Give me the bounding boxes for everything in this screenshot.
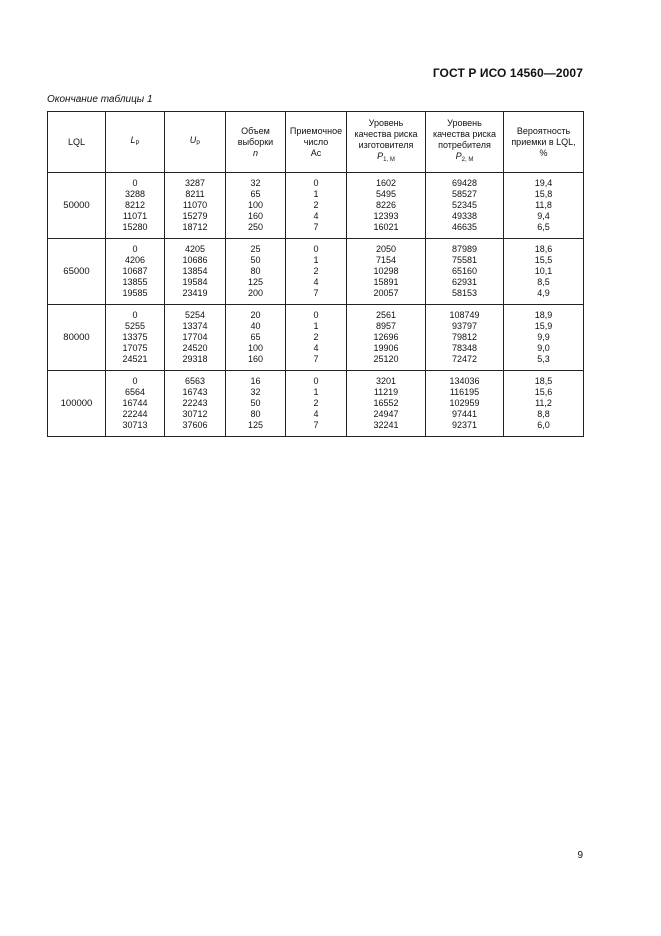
consumer-risk-cell	[426, 239, 504, 305]
acceptance-probability-value: 8,5	[537, 276, 550, 287]
sample-size-value: 16	[250, 376, 261, 387]
sample-size-value: 250	[247, 221, 264, 232]
consumer-risk-value: 69428	[451, 178, 478, 189]
sample-size-value: 100	[247, 200, 264, 211]
producer-risk-value: 11219	[373, 387, 399, 398]
sample-size-value: 50	[250, 398, 261, 409]
acceptance-probability-value: 15,5	[534, 255, 553, 266]
acceptance-number-value: 1	[313, 321, 319, 332]
up-value: 6563	[184, 376, 206, 387]
up-value: 37606	[182, 419, 208, 430]
consumer-risk-value: 93797	[451, 321, 478, 332]
col-header-acceptance-probability: Вероятность приемки в LQL, %	[504, 112, 584, 173]
producer-risk-value: 16021	[373, 221, 399, 232]
producer-risk-value: 5495	[375, 189, 397, 200]
acceptance-number-value: 4	[313, 210, 319, 221]
up-value: 22243	[182, 398, 208, 409]
consumer-risk-value: 78348	[451, 342, 478, 353]
lp-value: 0	[132, 244, 138, 255]
consumer-risk-value: 108749	[449, 310, 480, 321]
acceptance-number-value: 1	[313, 255, 319, 266]
acceptance-probability-cell	[504, 239, 584, 305]
col-header-producer-risk: Уровень качества риска изготовителя $P_{1, M}$	[347, 112, 426, 173]
producer-risk-value: 2050	[375, 244, 397, 255]
consumer-risk-cell	[426, 173, 504, 239]
up-value: 29318	[182, 353, 208, 364]
acceptance-number-value: 4	[313, 342, 319, 353]
data-table	[47, 111, 584, 437]
acceptance-probability-value: 18,9	[534, 310, 553, 321]
acceptance-number-cell	[286, 305, 347, 371]
sample-size-value: 50	[250, 255, 261, 266]
acceptance-number-value: 4	[313, 408, 319, 419]
acceptance-number-value: 4	[313, 276, 319, 287]
producer-risk-value: 20057	[373, 287, 399, 298]
consumer-risk-cell	[426, 305, 504, 371]
col-header-acceptance-number: Приемочное число Ac	[286, 112, 347, 173]
up-value: 18712	[182, 221, 208, 232]
table-body	[48, 173, 584, 437]
consumer-risk-value: 46635	[451, 221, 478, 232]
up-value: 30712	[182, 408, 208, 419]
up-cell	[165, 371, 226, 437]
producer-risk-value: 12696	[373, 332, 399, 343]
consumer-risk-cell	[426, 371, 504, 437]
sample-size-value: 125	[247, 276, 264, 287]
lp-value: 15280	[122, 221, 148, 232]
consumer-risk-value: 97441	[451, 408, 478, 419]
lp-value: 6564	[124, 387, 146, 398]
up-value: 13854	[182, 266, 208, 277]
table-row	[48, 371, 584, 437]
up-value: 24520	[182, 342, 208, 353]
up-value: 10686	[182, 255, 208, 266]
producer-risk-value: 7154	[375, 255, 397, 266]
lp-value: 4206	[124, 255, 146, 266]
acceptance-probability-value: 15,9	[534, 321, 553, 332]
acceptance-number-value: 1	[313, 189, 319, 200]
sample-size-cell	[226, 173, 286, 239]
table-row	[48, 239, 584, 305]
acceptance-probability-value: 11,2	[535, 398, 552, 409]
producer-risk-value: 25120	[373, 353, 399, 364]
col-header-consumer-risk: Уровень качества риска потребителя $P_{2, M}$	[426, 112, 504, 173]
consumer-risk-value: 87989	[451, 244, 478, 255]
sample-size-cell	[226, 239, 286, 305]
producer-risk-cell	[347, 239, 426, 305]
sample-size-value: 32	[250, 387, 261, 398]
lp-value: 24521	[122, 353, 148, 364]
table-row	[48, 173, 584, 239]
acceptance-probability-value: 11,8	[535, 200, 552, 211]
producer-risk-cell	[347, 305, 426, 371]
acceptance-number-value: 7	[313, 419, 319, 430]
lql-cell: 100000	[48, 371, 106, 437]
consumer-risk-value: 79812	[451, 332, 478, 343]
lp-value: 3288	[124, 189, 146, 200]
up-value: 5254	[184, 310, 206, 321]
consumer-risk-value: 58153	[451, 287, 478, 298]
sample-size-value: 25	[250, 244, 261, 255]
sample-size-value: 32	[250, 178, 261, 189]
producer-risk-value: 16552	[373, 398, 399, 409]
up-cell	[165, 239, 226, 305]
acceptance-probability-value: 15,6	[534, 387, 553, 398]
up-value: 4205	[184, 244, 206, 255]
col-header-lql: LQL	[48, 112, 106, 173]
consumer-risk-value: 134036	[449, 376, 480, 387]
acceptance-number-value: 0	[313, 376, 319, 387]
col-header-up: $U_P$	[165, 112, 226, 173]
lp-value: 0	[132, 310, 138, 321]
lp-value: 5255	[124, 321, 146, 332]
up-value: 17704	[182, 332, 208, 343]
up-value: 23419	[182, 287, 208, 298]
table-header-row	[48, 112, 584, 173]
acceptance-number-cell	[286, 239, 347, 305]
up-value: 13374	[182, 321, 208, 332]
acceptance-probability-value: 10,1	[534, 266, 553, 277]
lp-value: 8212	[124, 200, 146, 211]
acceptance-number-value: 0	[313, 310, 319, 321]
table-row	[48, 305, 584, 371]
acceptance-probability-value: 18,5	[534, 376, 553, 387]
acceptance-probability-cell	[504, 371, 584, 437]
acceptance-probability-value: 4,9	[537, 287, 550, 298]
lql-cell: 65000	[48, 239, 106, 305]
col-header-lp: $L_P$	[106, 112, 165, 173]
lp-value: 16744	[122, 398, 148, 409]
producer-risk-value: 12393	[373, 210, 399, 221]
lp-value: 0	[132, 376, 138, 387]
acceptance-probability-cell	[504, 305, 584, 371]
sample-size-value: 160	[247, 353, 264, 364]
acceptance-number-value: 0	[313, 244, 319, 255]
lp-value: 13375	[122, 332, 148, 343]
acceptance-probability-value: 6,5	[537, 221, 550, 232]
up-value: 8211	[185, 189, 205, 200]
producer-risk-value: 15891	[373, 276, 399, 287]
sample-size-value: 125	[247, 419, 264, 430]
acceptance-probability-value: 15,8	[534, 189, 553, 200]
producer-risk-value: 19906	[373, 342, 399, 353]
producer-risk-value: 24947	[373, 408, 399, 419]
acceptance-number-value: 2	[313, 332, 319, 343]
up-cell	[165, 173, 226, 239]
consumer-risk-value: 62931	[451, 276, 478, 287]
acceptance-number-cell	[286, 173, 347, 239]
acceptance-probability-value: 6,0	[537, 419, 550, 430]
consumer-risk-value: 75581	[451, 255, 478, 266]
consumer-risk-value: 52345	[451, 200, 478, 211]
sample-size-value: 160	[247, 210, 264, 221]
up-value: 3287	[184, 178, 206, 189]
acceptance-probability-value: 9,0	[537, 342, 550, 353]
up-value: 16743	[182, 387, 208, 398]
consumer-risk-value: 116195	[449, 387, 480, 398]
acceptance-number-value: 2	[313, 398, 319, 409]
producer-risk-value: 8226	[375, 200, 397, 211]
lp-cell	[106, 173, 165, 239]
up-value: 15279	[182, 210, 208, 221]
acceptance-probability-value: 8,8	[537, 408, 550, 419]
sample-size-value: 65	[250, 332, 261, 343]
acceptance-probability-value: 5,3	[537, 353, 550, 364]
lp-cell	[106, 371, 165, 437]
up-cell	[165, 305, 226, 371]
sample-size-value: 100	[247, 342, 264, 353]
lp-cell	[106, 239, 165, 305]
acceptance-number-value: 7	[313, 221, 319, 232]
consumer-risk-value: 65160	[451, 266, 478, 277]
lp-value: 13855	[122, 276, 148, 287]
col-header-sample-size: Объем выборки n	[226, 112, 286, 173]
producer-risk-value: 2561	[375, 310, 397, 321]
consumer-risk-value: 72472	[451, 353, 478, 364]
acceptance-number-value: 1	[313, 387, 319, 398]
sample-size-value: 65	[250, 189, 261, 200]
lql-cell: 80000	[48, 305, 106, 371]
acceptance-probability-cell	[504, 173, 584, 239]
acceptance-number-value: 7	[313, 353, 319, 364]
acceptance-number-value: 2	[313, 266, 319, 277]
lp-cell	[106, 305, 165, 371]
up-value: 19584	[182, 276, 208, 287]
lp-value: 30713	[122, 419, 148, 430]
consumer-risk-value: 58527	[451, 189, 478, 200]
sample-size-value: 80	[250, 408, 261, 419]
consumer-risk-value: 102959	[449, 398, 480, 409]
sample-size-value: 200	[247, 287, 264, 298]
producer-risk-value: 32241	[373, 419, 399, 430]
acceptance-number-value: 7	[313, 287, 319, 298]
acceptance-probability-value: 9,4	[537, 210, 550, 221]
lp-value: 10687	[122, 266, 148, 277]
sample-size-cell	[226, 305, 286, 371]
consumer-risk-value: 49338	[451, 210, 478, 221]
producer-risk-cell	[347, 371, 426, 437]
lp-value: 11071	[122, 210, 148, 221]
sample-size-value: 40	[250, 321, 261, 332]
producer-risk-value: 8957	[375, 321, 397, 332]
lql-cell: 50000	[48, 173, 106, 239]
sample-size-value: 20	[250, 310, 261, 321]
sample-size-cell	[226, 371, 286, 437]
acceptance-probability-value: 19,4	[534, 178, 553, 189]
document-header: ГОСТ Р ИСО 14560—2007	[432, 66, 583, 80]
producer-risk-cell	[347, 173, 426, 239]
acceptance-number-value: 2	[313, 200, 319, 211]
lp-value: 19585	[122, 287, 148, 298]
consumer-risk-value: 92371	[451, 419, 478, 430]
lp-value: 17075	[122, 342, 148, 353]
lp-value: 0	[132, 178, 138, 189]
acceptance-number-cell	[286, 371, 347, 437]
acceptance-probability-value: 9,9	[537, 332, 550, 343]
producer-risk-value: 10298	[373, 266, 399, 277]
acceptance-number-value: 0	[313, 178, 319, 189]
page-number: 9	[577, 850, 583, 861]
up-value: 11070	[182, 200, 208, 211]
table-caption: Окончание таблицы 1	[47, 94, 153, 105]
producer-risk-value: 3201	[375, 376, 397, 387]
sample-size-value: 80	[250, 266, 261, 277]
lp-value: 22244	[122, 408, 148, 419]
acceptance-probability-value: 18,6	[534, 244, 553, 255]
producer-risk-value: 1602	[375, 178, 397, 189]
